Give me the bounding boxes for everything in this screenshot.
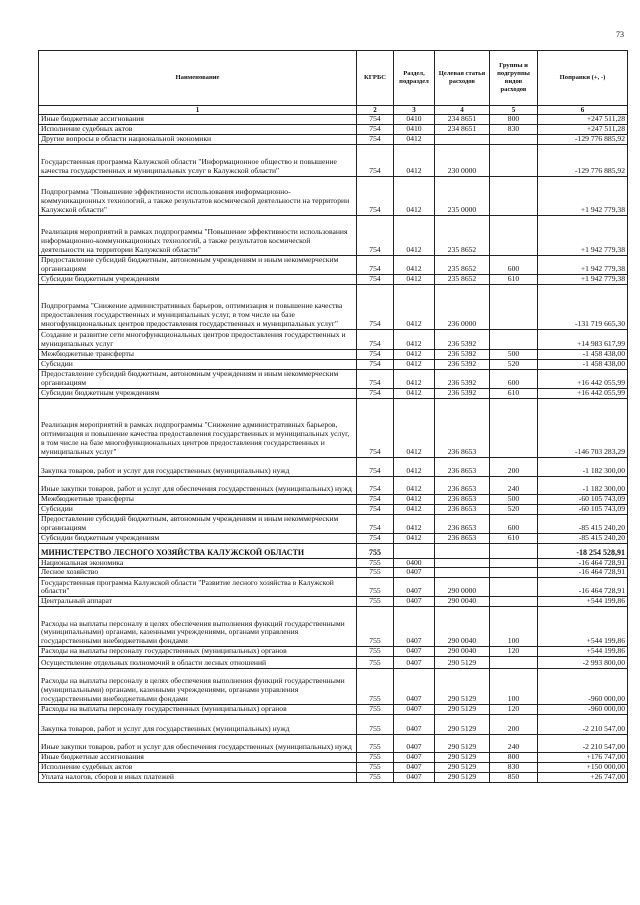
row-name: Предоставление субсидий бюджетным, автономным учреждениям и иным некоммерческим организациям [39,256,357,275]
row-target: 235 0000 [435,177,490,216]
header-kgrbs: КГРБС [357,51,394,106]
column-number: 6 [538,106,628,115]
row-name: Другие вопросы в области национальной экономики [39,135,357,145]
row-kgrbs: 755 [357,578,394,597]
table-row [39,735,628,753]
row-amount: -1 182 300,00 [538,476,628,494]
row-amount: +176 747,00 [538,753,628,763]
row-kgrbs: 754 [357,284,394,329]
row-kgrbs: 754 [357,494,394,504]
row-section: 0410 [394,115,435,125]
row-amount: +26 747,00 [538,773,628,783]
row-kgrbs: 754 [357,504,394,514]
row-kgrbs: 754 [357,369,394,388]
row-group: 240 [490,735,538,753]
table-row [39,145,628,177]
table-row [39,657,628,669]
row-target: 234 8651 [435,125,490,135]
row-section: 0407 [394,753,435,763]
table-row [39,568,628,578]
row-group: 600 [490,256,538,275]
row-kgrbs: 754 [357,514,394,533]
row-amount: -85 415 240,20 [538,533,628,543]
column-number: 4 [435,106,490,115]
row-group: 500 [490,494,538,504]
row-target: 235 8652 [435,275,490,285]
row-name: Расходы на выплаты персоналу государственных (муниципальных) органов [39,705,357,715]
row-target: 235 8652 [435,216,490,256]
column-number: 2 [357,106,394,115]
column-number: 1 [39,106,357,115]
row-kgrbs: 755 [357,735,394,753]
row-kgrbs: 754 [357,533,394,543]
row-group [490,568,538,578]
table-row [39,753,628,763]
row-group: 200 [490,457,538,476]
row-target: 290 5129 [435,669,490,705]
row-target: 236 5392 [435,329,490,349]
row-target: 236 8653 [435,514,490,533]
row-name: Расходы на выплаты персоналу в целях обеспечения выполнения функций государственными (муниципальными) органами, казенными учреждениями, органами управления государственными внебюджетными фондами [39,669,357,705]
row-amount: -1 182 300,00 [538,457,628,476]
row-group: 800 [490,115,538,125]
row-target: 236 5392 [435,388,490,398]
row-kgrbs: 754 [357,275,394,285]
table-row [39,715,628,735]
row-section: 0407 [394,597,435,607]
row-kgrbs: 754 [357,177,394,216]
row-name: Национальная экономика [39,558,357,568]
table-row [39,494,628,504]
row-amount: -16 464 728,91 [538,558,628,568]
row-amount: +1 942 779,38 [538,216,628,256]
row-group: 100 [490,607,538,647]
row-target: 290 5129 [435,763,490,773]
row-section: 0412 [394,494,435,504]
row-group: 610 [490,533,538,543]
row-kgrbs: 754 [357,457,394,476]
row-kgrbs: 754 [357,135,394,145]
row-section: 0400 [394,558,435,568]
row-kgrbs: 754 [357,476,394,494]
table-row [39,256,628,275]
row-amount: -2 993 800,00 [538,657,628,669]
table-body [39,115,628,783]
row-amount: -18 254 528,91 [538,543,628,558]
row-group [490,329,538,349]
row-name: Иные закупки товаров, работ и услуг для обеспечения государственных (муниципальных) нужд [39,476,357,494]
row-name: Реализация мероприятий в рамках подпрограммы "Снижение административных барьеров, оптимизация и повышение качества предоставления государственных и муниципальных услуг, в том числе на базе многофункциональных центров предоставления государственных и муниципальных услуг" [39,398,357,457]
row-group [490,558,538,568]
row-section: 0412 [394,216,435,256]
header-target: Целевая статья расходов [435,51,490,106]
row-amount: -16 464 728,91 [538,568,628,578]
row-target: 230 0000 [435,145,490,177]
row-name: Субсидии бюджетным учреждениям [39,388,357,398]
row-amount: +247 511,28 [538,125,628,135]
row-amount: -146 703 283,29 [538,398,628,457]
row-group: 120 [490,647,538,657]
row-section: 0412 [394,457,435,476]
table-row [39,763,628,773]
row-amount: -131 719 665,30 [538,284,628,329]
row-kgrbs: 755 [357,715,394,735]
row-amount: +1 942 779,38 [538,275,628,285]
header-section: Раздел, подраздел [394,51,435,106]
row-kgrbs: 754 [357,256,394,275]
row-name: Государственная программа Калужской области "Информационное общество и повышение качества государственных и муниципальных услуг в Калужской области" [39,145,357,177]
row-amount: -16 464 728,91 [538,578,628,597]
row-amount: -129 776 885,92 [538,135,628,145]
table-row [39,705,628,715]
row-amount: -129 776 885,92 [538,145,628,177]
row-name: Иные закупки товаров, работ и услуг для обеспечения государственных (муниципальных) нужд [39,735,357,753]
row-group [490,284,538,329]
header-row [39,51,628,106]
row-group: 200 [490,715,538,735]
row-kgrbs: 755 [357,568,394,578]
row-target: 290 5129 [435,705,490,715]
row-section: 0412 [394,275,435,285]
table-row [39,597,628,607]
row-target [435,543,490,558]
row-section [394,543,435,558]
table-row [39,773,628,783]
row-section: 0407 [394,568,435,578]
row-amount: +150 000,00 [538,763,628,773]
row-section: 0412 [394,349,435,359]
row-group [490,177,538,216]
row-amount: +544 199,86 [538,607,628,647]
row-section: 0407 [394,715,435,735]
row-kgrbs: 755 [357,753,394,763]
budget-table [38,50,628,783]
row-section: 0407 [394,763,435,773]
row-name: Предоставление субсидий бюджетным, автономным учреждениям и иным некоммерческим организациям [39,514,357,533]
row-kgrbs: 755 [357,543,394,558]
row-target: 236 8653 [435,494,490,504]
row-amount: -1 458 438,00 [538,359,628,369]
row-target: 236 5392 [435,369,490,388]
row-group: 830 [490,125,538,135]
row-amount: +247 511,28 [538,115,628,125]
row-name: Предоставление субсидий бюджетным, автономным учреждениям и иным некоммерческим организациям [39,369,357,388]
column-number: 5 [490,106,538,115]
row-target: 235 8652 [435,256,490,275]
table-row [39,476,628,494]
row-section: 0407 [394,607,435,647]
table-row [39,457,628,476]
table-row [39,369,628,388]
row-amount: +14 983 617,99 [538,329,628,349]
row-target: 236 8653 [435,398,490,457]
row-kgrbs: 754 [357,398,394,457]
row-group: 500 [490,349,538,359]
header-groups: Группы и подгруппы видов расходов [490,51,538,106]
row-name: Иные бюджетные ассигнования [39,115,357,125]
table-row [39,647,628,657]
row-amount: -960 000,00 [538,705,628,715]
row-name: Подпрограмма "Снижение административных барьеров, оптимизация и повышение качества предоставления государственных и муниципальных услуг, в том числе на базе многофункциональных центров предоставления государственных и муниципальных услуг" [39,284,357,329]
table-row [39,607,628,647]
row-kgrbs: 755 [357,705,394,715]
row-kgrbs: 755 [357,657,394,669]
table-row [39,558,628,568]
row-target: 236 5392 [435,359,490,369]
table-row [39,514,628,533]
row-name: Субсидии бюджетным учреждениям [39,275,357,285]
row-group: 830 [490,763,538,773]
row-amount: +16 442 055,99 [538,388,628,398]
row-section: 0412 [394,284,435,329]
row-target: 236 8653 [435,533,490,543]
row-section: 0407 [394,657,435,669]
table-row [39,177,628,216]
row-section: 0412 [394,145,435,177]
row-kgrbs: 754 [357,388,394,398]
row-kgrbs: 754 [357,125,394,135]
row-amount: +544 199,86 [538,647,628,657]
row-name: Подпрограмма "Повышение эффективности использования информационно-коммуникационных технологий, а также результатов космической деятельности на территории Калужской области" [39,177,357,216]
row-name: Расходы на выплаты персоналу государственных (муниципальных) органов [39,647,357,657]
table-row [39,115,628,125]
row-section: 0412 [394,369,435,388]
row-section: 0412 [394,135,435,145]
row-target: 290 5129 [435,715,490,735]
header-amendments: Поправки (+, -) [538,51,628,106]
row-kgrbs: 755 [357,597,394,607]
row-section: 0407 [394,647,435,657]
row-group [490,657,538,669]
row-target: 290 5129 [435,657,490,669]
row-group: 120 [490,705,538,715]
row-name: Закупка товаров, работ и услуг для государственных (муниципальных) нужд [39,457,357,476]
row-amount: -60 105 743,09 [538,494,628,504]
row-name: Государственная программа Калужской области "Развитие лесного хозяйства в Калужской области" [39,578,357,597]
row-section: 0407 [394,735,435,753]
row-kgrbs: 755 [357,669,394,705]
row-group: 240 [490,476,538,494]
row-kgrbs: 754 [357,329,394,349]
row-target: 290 5129 [435,773,490,783]
row-section: 0412 [394,533,435,543]
row-amount: -2 210 547,00 [538,735,628,753]
row-kgrbs: 754 [357,145,394,177]
row-kgrbs: 754 [357,115,394,125]
row-amount: +1 942 779,38 [538,177,628,216]
row-name: Исполнение судебных актов [39,125,357,135]
row-target: 236 0000 [435,284,490,329]
row-section: 0407 [394,705,435,715]
row-amount: -960 000,00 [538,669,628,705]
row-amount: +1 942 779,38 [538,256,628,275]
row-section: 0407 [394,578,435,597]
row-group: 520 [490,359,538,369]
row-target: 234 8651 [435,115,490,125]
row-name: Расходы на выплаты персоналу в целях обеспечения выполнения функций государственными (муниципальными) органами, казенными учреждениями, органами управления государственными внебюджетными фондами [39,607,357,647]
row-target [435,568,490,578]
table-row [39,533,628,543]
row-name: Осуществление отдельных полномочий в области лесных отношений [39,657,357,669]
row-group: 800 [490,753,538,763]
row-section: 0412 [394,398,435,457]
row-amount: -60 105 743,09 [538,504,628,514]
row-section: 0412 [394,514,435,533]
table-row [39,329,628,349]
row-target: 236 5392 [435,349,490,359]
row-target: 290 0040 [435,647,490,657]
row-name: Закупка товаров, работ и услуг для государственных (муниципальных) нужд [39,715,357,735]
row-section: 0410 [394,125,435,135]
table-row [39,135,628,145]
row-group: 610 [490,275,538,285]
row-kgrbs: 754 [357,359,394,369]
table-row [39,349,628,359]
row-target: 290 5129 [435,735,490,753]
table-row [39,284,628,329]
row-group [490,216,538,256]
row-target: 236 8653 [435,457,490,476]
row-section: 0412 [394,476,435,494]
row-name: Межбюджетные трансферты [39,494,357,504]
row-section: 0412 [394,256,435,275]
row-kgrbs: 755 [357,647,394,657]
row-name: Субсидии [39,504,357,514]
row-kgrbs: 755 [357,558,394,568]
row-group [490,398,538,457]
row-name: Субсидии бюджетным учреждениям [39,533,357,543]
row-target: 236 8653 [435,476,490,494]
table-row [39,578,628,597]
row-section: 0412 [394,388,435,398]
row-section: 0407 [394,669,435,705]
row-target: 290 0000 [435,578,490,597]
row-group [490,597,538,607]
row-kgrbs: 755 [357,773,394,783]
table-row [39,216,628,256]
row-amount: +16 442 055,99 [538,369,628,388]
row-group: 520 [490,504,538,514]
row-name: Создание и развитие сети многофункциональных центров предоставления государственных и муниципальных услуг [39,329,357,349]
row-kgrbs: 754 [357,349,394,359]
table-row [39,543,628,558]
row-section: 0412 [394,359,435,369]
row-group: 600 [490,369,538,388]
row-group: 610 [490,388,538,398]
row-amount: -1 458 438,00 [538,349,628,359]
row-target: 290 0040 [435,607,490,647]
row-target [435,135,490,145]
row-amount: -2 210 547,00 [538,715,628,735]
row-kgrbs: 754 [357,216,394,256]
row-kgrbs: 755 [357,763,394,773]
row-name: Центральный аппарат [39,597,357,607]
row-group: 600 [490,514,538,533]
table-row [39,669,628,705]
row-section: 0407 [394,773,435,783]
row-name: МИНИСТЕРСТВО ЛЕСНОГО ХОЗЯЙСТВА КАЛУЖСКОЙ ОБЛАСТИ [39,543,357,558]
row-name: Иные бюджетные ассигнования [39,753,357,763]
row-name: Исполнение судебных актов [39,763,357,773]
table-row [39,359,628,369]
row-target: 236 8653 [435,504,490,514]
row-target: 290 5129 [435,753,490,763]
row-group: 850 [490,773,538,783]
row-name: Реализация мероприятий в рамках подпрограммы "Повышение эффективности использования информационно-коммуникационных технологий, а также результатов космической деятельности на территории Калужской области" [39,216,357,256]
column-number-row [39,106,628,115]
header-name: Наименование [39,51,357,106]
row-amount: -85 415 240,20 [538,514,628,533]
table-row [39,504,628,514]
row-group [490,578,538,597]
table-row [39,125,628,135]
row-name: Лесное хозяйство [39,568,357,578]
table-row [39,275,628,285]
row-name: Уплата налогов, сборов и иных платежей [39,773,357,783]
row-amount: +544 199,86 [538,597,628,607]
row-group: 100 [490,669,538,705]
table-row [39,398,628,457]
row-section: 0412 [394,329,435,349]
column-number: 3 [394,106,435,115]
row-group [490,543,538,558]
row-name: Межбюджетные трансферты [39,349,357,359]
row-target: 290 0040 [435,597,490,607]
row-section: 0412 [394,177,435,216]
row-group [490,135,538,145]
table-row [39,388,628,398]
row-group [490,145,538,177]
row-kgrbs: 755 [357,607,394,647]
page-number: 73 [616,30,624,39]
row-target [435,558,490,568]
row-name: Субсидии [39,359,357,369]
row-section: 0412 [394,504,435,514]
